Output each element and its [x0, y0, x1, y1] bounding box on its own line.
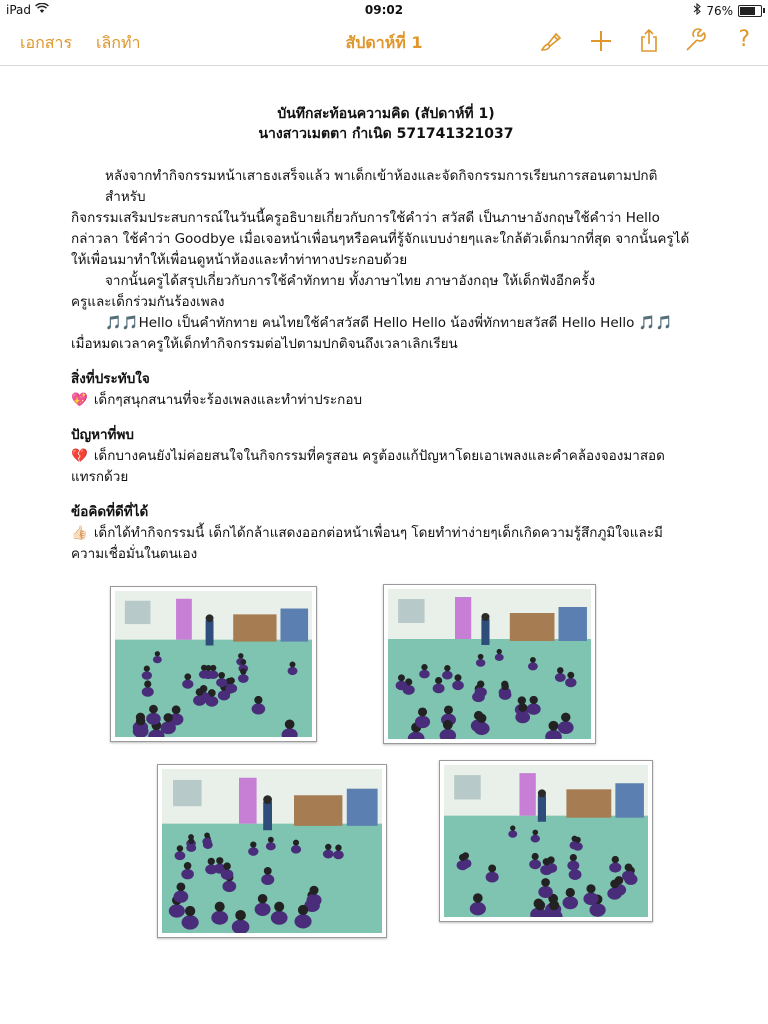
documents-button[interactable]: เอกสาร [20, 33, 73, 52]
problems-heading: ปัญหาที่พบ [71, 427, 134, 443]
problems-text: 💔 เด็กบางคนยังไม่ค่อยสนใจในกิจกรรมที่ครูสอน ครูต้องแก้ปัญหาโดยเอาเพลงและคำคล้องจองมาสอด [71, 446, 701, 467]
help-button[interactable]: ? [738, 27, 750, 52]
battery-icon [738, 5, 762, 17]
thumbs-up-icon: 👍🏻 [71, 525, 88, 541]
device-label: iPad [6, 3, 32, 17]
paintbrush-icon[interactable] [538, 28, 564, 54]
impressive-heading: สิ่งที่ประทับใจ [71, 371, 150, 387]
author-line: นางสาวเมตตา กำเนิด 571741321037 [258, 126, 514, 142]
paragraph-line: เมื่อหมดเวลาครูให้เด็กทำกิจกรรมต่อไปตามปกติจนถึงเวลาเลิกเรียน [71, 336, 458, 352]
classroom-photo-image [162, 769, 382, 933]
classroom-photo-image [444, 765, 648, 917]
good-points-text-continued: ความเชื่อมั่นในตนเอง [71, 546, 198, 562]
song-line: 🎵🎵Hello เป็นคำทักทาย คนไทยใช้คำสวัสดี Hello Hello น้องพี่ทักทายสวัสดี Hello Hello 🎵🎵 [105, 315, 673, 331]
problems-text-continued: แทรกด้วย [71, 469, 129, 485]
good-points-heading: ข้อคิดที่ดีที่ได้ [71, 504, 149, 520]
share-icon[interactable] [636, 28, 662, 54]
classroom-photo-image [388, 589, 591, 739]
classroom-photo[interactable] [383, 584, 596, 744]
navigation-bar [0, 20, 768, 66]
clock: 09:02 [364, 3, 404, 17]
wrench-icon[interactable] [683, 28, 709, 54]
document-title: สัปดาห์ที่ 1 [345, 33, 423, 52]
paragraph-line: กล่าวลา ใช้คำว่า Goodbye เมื่อเจอหน้าเพื่อนๆหรือคนที่รู้จักแบบง่ายๆและใกล้ตัวเด็กมากที่สุด จากนั้นครูได้ [71, 231, 690, 247]
paragraph-line: กิจกรรมเสริมประสบการณ์ในวันนี้ครูอธิบายเกี่ยวกับการใช้คำว่า สวัสดี เป็นภาษาอังกฤษใช้คำว่า Hello [71, 210, 660, 226]
reflection-title: บันทึกสะท้อนความคิด (สัปดาห์ที่ 1) [277, 106, 495, 122]
classroom-photo[interactable] [157, 764, 387, 938]
battery-percent: 76% [706, 3, 733, 18]
add-icon[interactable] [588, 28, 614, 54]
paragraph-line: ให้เพื่อนมาทำให้เพื่อนดูหน้าห้องและทำท่าทางประกอบด้วย [71, 252, 408, 268]
undo-button[interactable]: เลิกทำ [96, 33, 141, 52]
impressive-text: 💖 เด็กๆสนุกสนานที่จะร้องเพลงและทำท่าประกอบ [71, 390, 701, 411]
bluetooth-icon [693, 3, 701, 18]
classroom-photo[interactable] [110, 586, 317, 742]
good-points-text: 👍🏻 เด็กได้ทำกิจกรรมนี้ เด็กได้กล้าแสดงออกต่อหน้าเพื่อนๆ โดยทำท่าง่ายๆเด็กเกิดความรู้สึกภูมิใจและมี [71, 523, 701, 544]
classroom-photo-image [115, 591, 312, 737]
paragraph-line: จากนั้นครูได้สรุปเกี่ยวกับการใช้คำทักทาย ทั้งภาษาไทย ภาษาอังกฤษ ให้เด็กฟังอีกครั้ง [105, 273, 596, 289]
paragraph-line: หลังจากทำกิจกรรมหน้าเสาธงเสร็จแล้ว พาเด็กเข้าห้องและจัดกิจกรรมการเรียนการสอนตามปกติ สำหรับ [105, 168, 658, 205]
paragraph-line: ครูและเด็กร่วมกันร้องเพลง [71, 294, 225, 310]
sparkling-heart-icon: 💖 [71, 392, 88, 408]
document-body [71, 104, 701, 565]
broken-heart-icon: 💔 [71, 448, 88, 464]
classroom-photo[interactable] [439, 760, 653, 922]
status-bar [0, 0, 768, 20]
